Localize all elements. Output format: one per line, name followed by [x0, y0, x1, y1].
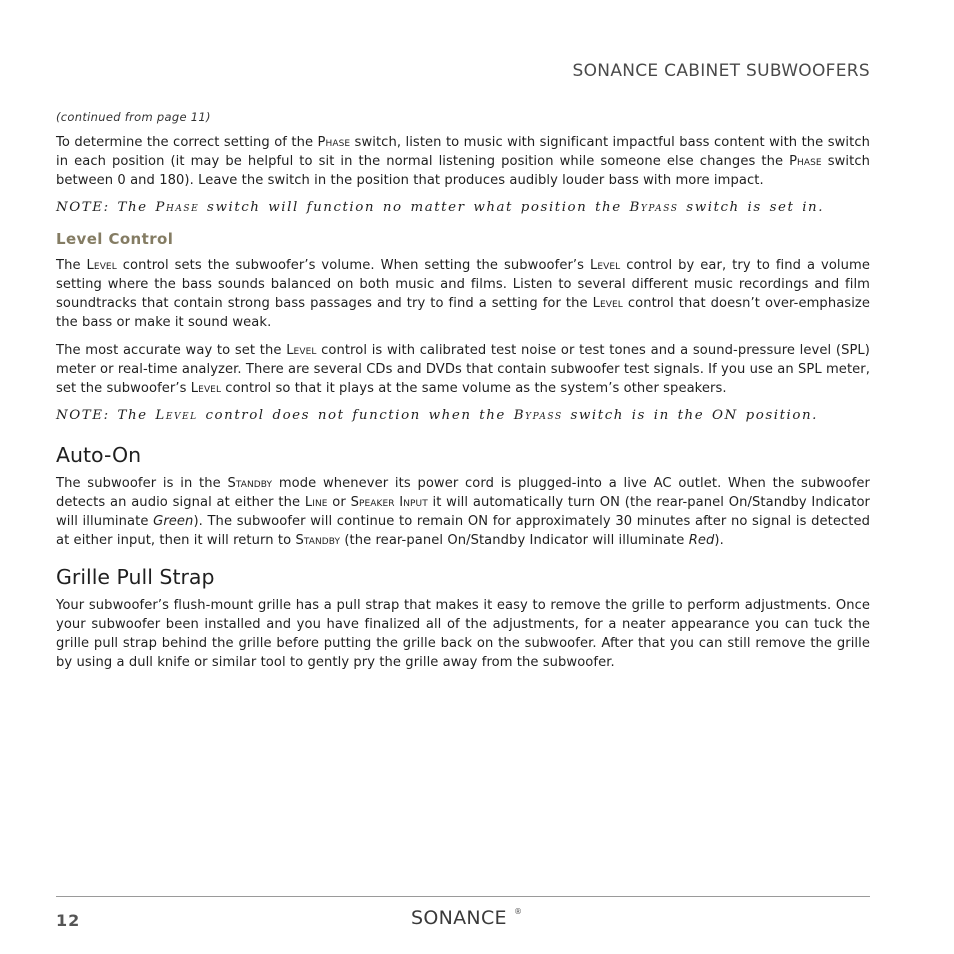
phase-note: NOTE: The Phase switch will function no matter what position the Bypass switch is set in.: [56, 200, 825, 215]
level-control-heading: Level Control: [56, 230, 174, 248]
level-paragraph-2: The most accurate way to set the Level control is with calibrated test noise or test tones and a sound-pressure level (SPL) meter or real-time analyzer. There are several CDs and DVDs that contain subwoofer test signals. If you use an SPL meter, set the subwoofer’s Level control so that it plays at the same volume as the system’s other speakers.: [56, 343, 870, 396]
brand-logo: SONANCE: [411, 907, 507, 929]
grille-paragraph: Your subwoofer’s flush-mount grille has a pull strap that makes it easy to remove the grille to perform adjustments. Once your subwoofer been installed and you have finalized all of the adjustments, for a neater appearance you can tuck the grille pull strap behind the grille before putting the grille back on the subwoofer. After that you can still remove the grille by using a dull knife or similar tool to gently pry the grille away from the subwoofer.: [56, 598, 870, 670]
footer-rule: [56, 896, 870, 897]
page-number: 12: [56, 911, 81, 930]
auto-on-heading: Auto-On: [56, 443, 142, 467]
continued-note: (continued from page 11): [56, 110, 211, 124]
phase-paragraph: To determine the correct setting of the Phase switch, listen to music with significant impactful bass content with the switch in each position (it may be helpful to sit in the normal listening position while someone else changes the Phase switch between 0 and 180). Leave the switch in the position that produces audibly louder bass with more impact.: [56, 135, 870, 188]
level-note: NOTE: The Level control does not function when the Bypass switch is in the ON position.: [56, 408, 818, 423]
phase-term: Phase: [789, 154, 822, 169]
phase-term: Phase: [317, 135, 351, 150]
registered-mark: ®: [514, 907, 522, 916]
level-paragraph-1: The Level control sets the subwoofer’s volume. When setting the subwoofer’s Level control by ear, try to find a volume setting where the bass sounds balanced on both music and films. Listen to several different music recordings and film soundtracks that contain strong bass passages and try to find a setting for the Level control that doesn’t over-emphasize the bass or make it sound weak.: [56, 258, 871, 330]
grille-pull-strap-heading: Grille Pull Strap: [56, 565, 215, 589]
auto-on-paragraph: The subwoofer is in the Standby mode whenever its power cord is plugged-into a live AC outlet. When the subwoofer detects an audio signal at either the Line or Speaker Input it will automatically turn ON (the rear-panel On/Standby Indicator will illuminate Green). The subwoofer will continue to remain ON for approximately 30 minutes after no signal is detected at either input, then it will return to Standby (the rear-panel On/Standby Indicator will illuminate Red).: [56, 476, 870, 548]
document-title: SONANCE CABINET SUBWOOFERS: [572, 61, 870, 81]
